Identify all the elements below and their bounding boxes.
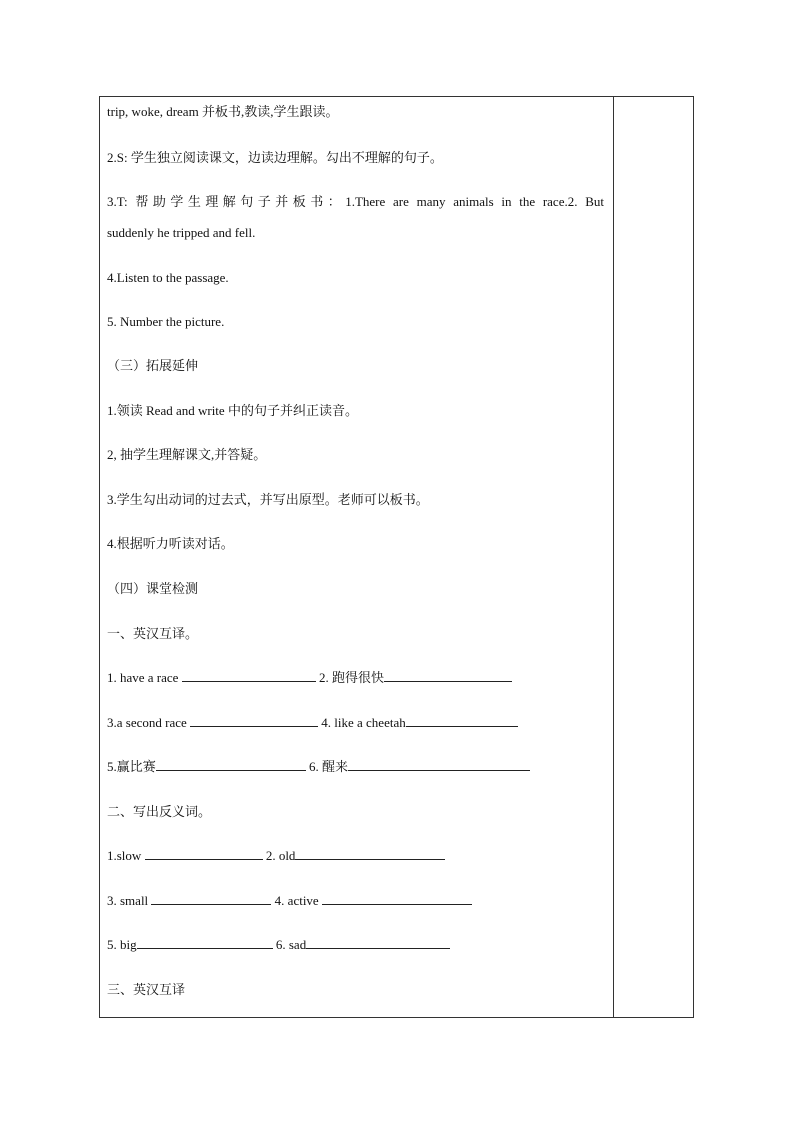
text-line-extension-1: 1.领读 Read and write 中的句子并纠正读音。 [107, 403, 358, 418]
lesson-table [99, 96, 694, 1018]
answer-blank-7[interactable] [145, 847, 263, 860]
exercise-item-2: 2. 跑得很快 [315, 670, 384, 685]
antonym-item-3: 3. small [107, 893, 152, 908]
answer-blank-2[interactable] [384, 669, 512, 682]
text-line-step-4: 4.Listen to the passage. [107, 270, 229, 285]
answer-blank-6[interactable] [348, 758, 530, 771]
answer-blank-4[interactable] [406, 714, 518, 727]
exercise-row-4 [107, 847, 445, 865]
antonym-item-6: 6. sad [272, 937, 307, 952]
answer-blank-12[interactable] [306, 936, 450, 949]
exercise-item-1: 1. have a race [107, 670, 182, 685]
exercise-row-3 [107, 758, 530, 776]
exercise-row-5 [107, 892, 472, 910]
answer-blank-11[interactable] [137, 936, 273, 949]
exercise-heading-3: 三、英汉互译 [107, 982, 186, 997]
answer-blank-10[interactable] [322, 892, 472, 905]
exercise-row-6 [107, 936, 450, 954]
antonym-item-4: 4. active [271, 893, 322, 908]
text-line-extension-2: 2, 抽学生理解课文,并答疑。 [107, 447, 267, 462]
text-line-step-3b: suddenly he tripped and fell. [107, 225, 256, 240]
answer-blank-1[interactable] [182, 669, 316, 682]
exercise-item-5: 5.赢比赛 [107, 759, 156, 774]
antonym-item-5: 5. big [107, 937, 137, 952]
text-line-step-3a: 3.T: 帮助学生理解句子并板书：1.There are many animals in the race.2. But [107, 194, 604, 209]
text-line-step-5: 5. Number the picture. [107, 314, 225, 329]
exercise-item-4: 4. like a cheetah [318, 715, 406, 730]
answer-blank-9[interactable] [151, 892, 271, 905]
antonym-item-1: 1.slow [107, 848, 145, 863]
text-line-vocabulary: trip, woke, dream 并板书,教读,学生跟读。 [107, 104, 339, 119]
exercise-item-6: 6. 醒来 [305, 759, 349, 774]
section-heading-classroom-test: （四）课堂检测 [107, 581, 199, 596]
antonym-item-2: 2. old [262, 848, 296, 863]
exercise-item-3: 3.a second race [107, 715, 191, 730]
exercise-row-2 [107, 714, 518, 732]
main-content-cell [100, 97, 613, 1017]
exercise-row-1 [107, 669, 512, 687]
answer-blank-8[interactable] [295, 847, 445, 860]
text-line-step-2: 2.S: 学生独立阅读课文，边读边理解。勾出不理解的句子。 [107, 150, 443, 165]
exercise-heading-1: 一、英汉互译。 [107, 626, 199, 641]
text-line-extension-4: 4.根据听力听读对话。 [107, 536, 234, 551]
notes-cell [614, 97, 693, 1017]
answer-blank-3[interactable] [190, 714, 318, 727]
text-line-extension-3: 3.学生勾出动词的过去式，并写出原型。老师可以板书。 [107, 492, 429, 507]
answer-blank-5[interactable] [156, 758, 306, 771]
section-heading-extension: （三）拓展延伸 [107, 358, 199, 373]
exercise-heading-2: 二、写出反义词。 [107, 804, 212, 819]
